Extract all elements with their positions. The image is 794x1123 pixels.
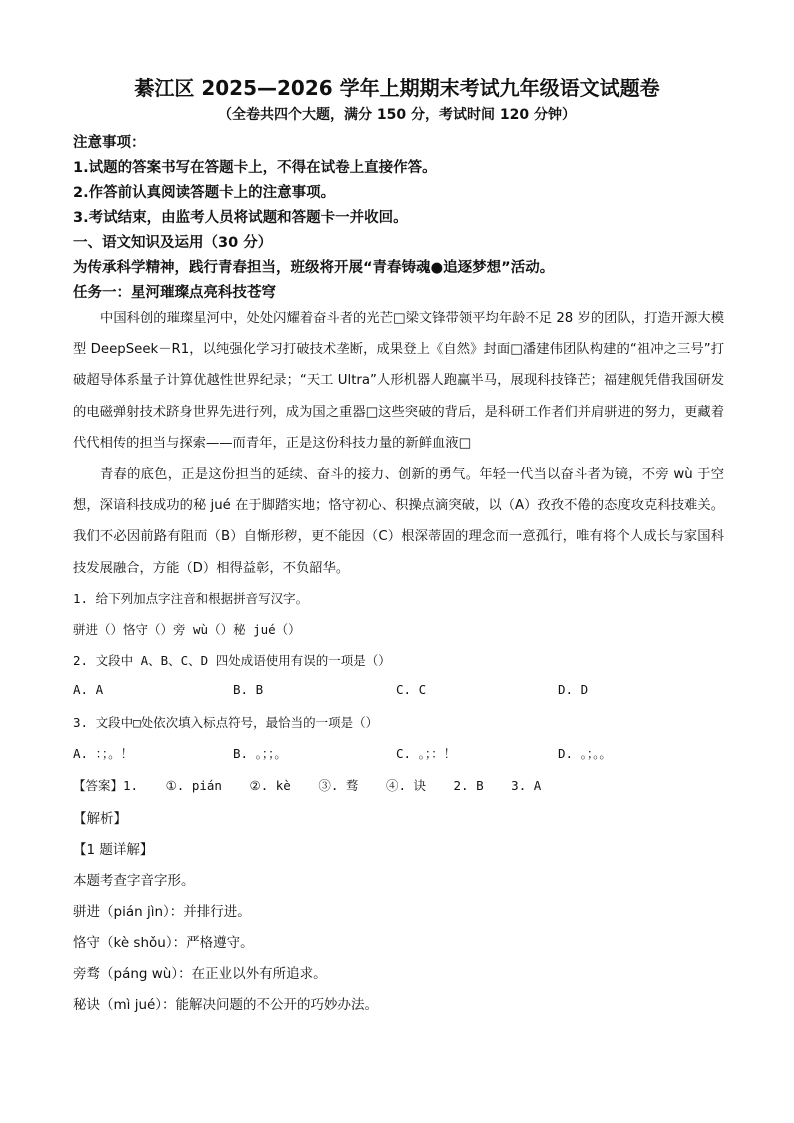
section-heading: 一、语文知识及运用（30 分） [73,235,273,251]
notice-heading: 注意事项： [73,135,146,151]
answer-item: ③. 骛 [318,778,359,793]
option-c: C. C [396,682,427,697]
analysis-sub-label: 【1 题详解】 [73,842,154,858]
answer-label: 【答案】1. [73,778,139,793]
exam-subtitle: （全卷共四个大题，满分 150 分，考试时间 120 分钟） [218,107,576,123]
analysis-label: 【解析】 [73,811,127,827]
option-d: D. 。；。。 [558,746,612,761]
analysis-intro: 本题考查字音字形。 [73,873,195,889]
question-stem: 2. 文段中 A、B、C、D 四处成语使用有误的一项是（） [73,653,391,668]
analysis-entry: 秘诀（mì jué）：能解决问题的不公开的巧妙办法。 [73,997,379,1013]
notice-item: 2.作答前认真阅读答题卡上的注意事项。 [73,185,336,201]
notice-item: 3.考试结束，由监考人员将试题和答题卡一并收回。 [73,210,408,226]
option-b: B. 。；；。 [233,746,287,761]
answer-item: ④. 诀 [385,778,426,793]
option-d: D. D [558,682,589,697]
exam-title: 綦江区 2025—2026 学年上期期末考试九年级语文试题卷 [134,76,660,100]
option-c: C. 。；：！ [396,746,457,761]
option-a: A. ：；。！ [73,746,134,761]
task-heading: 任务一：星河璀璨点亮科技苍穹 [73,285,276,301]
option-a: A. A [73,682,104,697]
option-b: B. B [233,682,264,697]
passage-paragraph: 青春的底色，正是这份担当的延续、奋斗的接力、创新的勇气。年轻一代当以奋斗者为镜，不旁 wù 于空想，深谙科技成功的秘 jué 在于脚踏实地；恪守初心、积操点滴突破，以（A）孜孜不倦的态度攻克科技难关。我们不必因前路有阻而（B）自惭形秽，更不能因（C）根深蒂固的理念而一意孤行，唯有将个人成长与家国科技发展融合，方能（D）相得益彰，不负韶华。 [73,467,724,576]
answer-item: 2. B [453,778,484,793]
passage-paragraph: 中国科创的璀璨星河中，处处闪耀着奋斗者的光芒□梁文锋带领平均年龄不足 28 岁的团队，打造开源大模型 DeepSeek－R1，以纯强化学习打破技术垄断，成果登上《自然》封面□潘建伟团队构建的“祖冲之三号”打破超导体系量子计算优越性世界纪录；“天工 Ultra”人形机器人跑赢半马，展现科技锋芒；福建舰凭借我国研发的电磁弹射技术跻身世界先进行列，成为国之重器□这些突破的背后，是科研工作者们并肩骈进的努力，更藏着代代相传的担当与探索——而青年，正是这份科技力量的新鲜血液□ [73,311,724,451]
activity-intro: 为传承科学精神，践行青春担当，班级将开展“青春铸魂●追逐梦想”活动。 [73,260,555,276]
reading-passage [73,303,724,584]
question-stem: 3. 文段中□处依次填入标点符号，最恰当的一项是（） [73,715,379,730]
notice-item: 1.试题的答案书写在答题卡上，不得在试卷上直接作答。 [73,160,437,176]
analysis-entry: 恪守（kè shǒu）：严格遵守。 [73,935,254,951]
question-stem: 1. 给下列加点字注音和根据拼音写汉字。 [73,591,309,606]
answer-item: ①. pián [165,778,222,793]
answer-item: ②. kè [249,778,291,793]
answer-line [73,776,561,794]
analysis-entry: 骈进（pián jìn）：并排行进。 [73,904,251,920]
answer-item: 3. A [511,778,542,793]
analysis-entry: 旁骛（páng wù）：在正业以外有所追求。 [73,966,327,982]
question-line: 骈进（）恪守（）旁 wù（）秘 jué（） [73,622,301,637]
